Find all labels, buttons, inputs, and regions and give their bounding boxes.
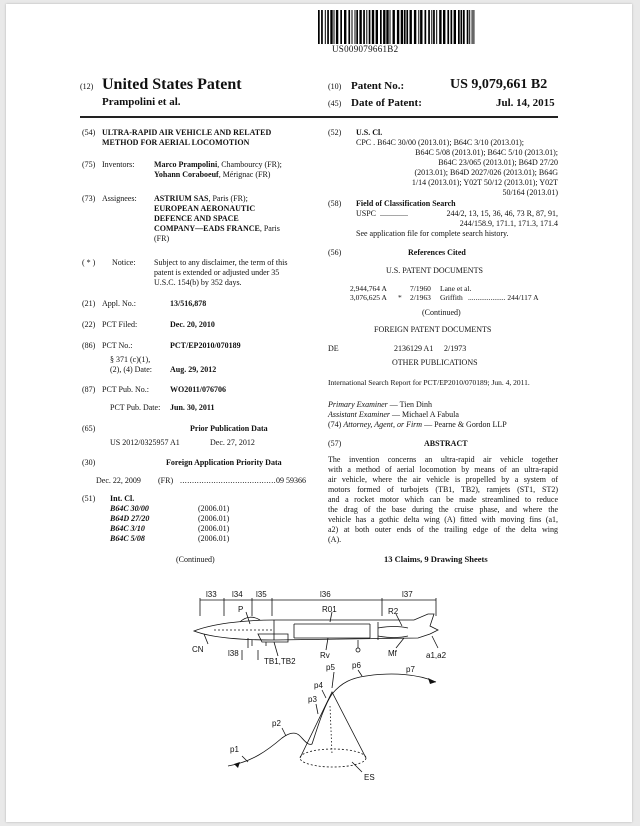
barcode-bar [451, 10, 453, 44]
label-l33: l33 [206, 590, 217, 599]
barcode-bar [473, 10, 474, 44]
field-30-foreign-priority [82, 458, 322, 484]
notice-line-1: Subject to any disclaimer, the term of this [154, 258, 288, 267]
field-label: PCT No.: [102, 341, 133, 350]
field-number: (54) [82, 128, 96, 137]
barcode-bar [401, 10, 403, 44]
field-73-assignees [82, 194, 322, 246]
ref-number: 2,944,764 A [350, 284, 387, 293]
int-cl-version: (2006.01) [198, 514, 230, 523]
barcode-bar [439, 10, 441, 44]
ref-date: 7/1960 [410, 284, 431, 293]
barcode-bar [436, 10, 437, 44]
barcode-bar [418, 10, 419, 44]
field-52-us-cl [328, 128, 560, 200]
field-label: Inventors: [102, 160, 135, 169]
foreign-country: DE [328, 344, 339, 353]
us-cl-line: CPC . B64C 30/00 (2013.01); B64C 3/10 (2013.01); [356, 138, 525, 147]
uspc-line-2: 244/158.9, 171.1, 171.3, 171.4 [459, 219, 558, 228]
barcode-bar [390, 10, 391, 44]
int-cl-version: (2006.01) [198, 534, 230, 543]
us-cl-line: 1/14 (2013.01); Y02T 50/12 (2013.01); Y02T [411, 178, 558, 187]
uspc-label: USPC [356, 209, 377, 218]
code-12: (12) [80, 82, 94, 91]
barcode-bar [363, 10, 365, 44]
field-87-pct-pub [82, 385, 322, 417]
label-r2: R2 [388, 607, 399, 616]
barcode-bar [410, 10, 412, 44]
other-pubs-heading: OTHER PUBLICATIONS [392, 358, 478, 367]
assignee-2-location: , Paris [259, 224, 280, 233]
barcode-bar [469, 10, 470, 44]
barcode-bar [330, 10, 332, 44]
barcode-bar [318, 10, 320, 44]
label-p1: p1 [230, 745, 239, 754]
label-p2: p2 [272, 719, 281, 728]
barcode-bar [344, 10, 346, 44]
label-l34: l34 [232, 590, 243, 599]
barcode-bar [454, 10, 456, 44]
field-75-inventors [82, 160, 322, 182]
label-cn: CN [192, 645, 204, 654]
int-cl-class: B64C 3/10 [110, 524, 145, 533]
barcode-bar [356, 10, 358, 44]
barcode-bar [406, 10, 408, 44]
abstract-line: and a rocket motor which can be made streamlined to reduce [328, 495, 558, 504]
field-number: (52) [328, 128, 342, 137]
label-p7: p7 [406, 665, 415, 674]
barcode-bar [404, 10, 406, 44]
section-heading: References Cited [408, 248, 466, 257]
assignee-2-line-3: COMPANY—EADS FRANCE [154, 224, 260, 233]
notice-line-3: U.S.C. 154(b) by 352 days. [154, 278, 242, 287]
foreign-docs-heading: FOREIGN PATENT DOCUMENTS [374, 325, 492, 334]
barcode-bar [458, 10, 460, 44]
label-r01: R01 [322, 605, 337, 614]
attorney: — Pearne & Gordon LLP [424, 420, 507, 429]
barcode-bar [397, 10, 399, 44]
assignee-2-line-2: DEFENCE AND SPACE [154, 214, 239, 223]
title-line-2: METHOD FOR AERIAL LOCOMOTION [102, 138, 250, 147]
label-l35: l35 [256, 590, 267, 599]
label-rv: Rv [320, 651, 330, 660]
field-58-classification-search [328, 199, 560, 241]
field-number: (74) [328, 420, 342, 429]
abstract-line: motors formed of turbojets (TB1, TB2), ramjets (ST1, ST2) [328, 485, 558, 494]
inventor-2-location: , Mérignac (FR) [218, 170, 271, 179]
foreign-date: 2/1973 [444, 344, 467, 353]
label-p3: p3 [308, 695, 317, 704]
examiners [328, 400, 560, 436]
document-type: United States Patent [102, 76, 242, 93]
int-cl-class: B64D 27/20 [110, 514, 150, 523]
label-l36: l36 [320, 590, 331, 599]
uspc-line-1: 244/2, 13, 15, 36, 46, 73 R, 87, 91, [446, 209, 558, 218]
refs-continued: (Continued) [422, 308, 461, 317]
code-10: (10) [328, 82, 342, 91]
label-p: P [238, 605, 244, 614]
pct-no-value: PCT/EP2010/070189 [170, 341, 241, 350]
abstract-line: vehicle has a gothic delta wing (A) fitted with moving fins (a1, [328, 515, 558, 524]
patent-number: US 9,079,661 B2 [450, 77, 548, 92]
barcode-bar [414, 10, 416, 44]
barcode-bar [376, 10, 378, 44]
header-rule [80, 116, 558, 118]
barcode-bar [463, 10, 465, 44]
barcode-bar [359, 10, 361, 44]
barcode-bar [431, 10, 432, 44]
us-patent-docs-heading: U.S. PATENT DOCUMENTS [386, 266, 483, 275]
abstract-line: air vehicle, where the air vehicle is propelled by a system of [328, 475, 558, 484]
barcode-bar [447, 10, 449, 44]
date-label: Date of Patent: [351, 97, 422, 109]
field-number: (58) [328, 199, 342, 208]
us-cl-line: (2013.01); B64D 2027/026 (2013.01); B64G [414, 168, 558, 177]
barcode-bar [393, 10, 395, 44]
pct-pub-date-value: Jun. 30, 2011 [170, 403, 215, 412]
inventor-1-name: Marco Prampolini [154, 160, 218, 169]
section-heading: Foreign Application Priority Data [166, 458, 282, 467]
barcode-bar [336, 10, 338, 44]
pct-filed-value: Dec. 20, 2010 [170, 320, 215, 329]
int-cl-version: (2006.01) [198, 524, 230, 533]
search-history-note: See application file for complete search history. [356, 229, 509, 238]
section-371-line-2: (2), (4) Date: [110, 365, 152, 374]
notice-line-2: patent is extended or adjusted under 35 [154, 268, 280, 277]
abstract-line: the drag of the base during the cruise phase, and where the [328, 505, 558, 514]
barcode-bar [425, 10, 427, 44]
barcode-bar [428, 10, 430, 44]
abstract-line: a2) at both outer ends of the trailing edge of the delta wing [328, 525, 558, 534]
ref-name: Lane et al. [440, 284, 472, 293]
assistant-examiner: — Michael A Fabula [392, 410, 459, 419]
section-heading: ABSTRACT [424, 439, 468, 448]
barcode-bar [340, 10, 342, 44]
section-heading: Int. Cl. [110, 494, 135, 503]
ref-class: .................... 244/117 A [468, 293, 539, 302]
label-tb: TB1,TB2 [264, 657, 296, 666]
label-p5: p5 [326, 663, 335, 672]
barcode-bar [352, 10, 353, 44]
field-label: PCT Pub. No.: [102, 385, 149, 394]
primary-examiner-label: Primary Examiner [328, 400, 388, 409]
field-number: (56) [328, 248, 342, 257]
barcode-bar [348, 10, 350, 44]
label-p4: p4 [314, 681, 323, 690]
barcode-bar [420, 10, 422, 44]
field-number: (30) [82, 458, 96, 467]
barcode-bar [461, 10, 463, 44]
appl-no-value: 13/516,878 [170, 299, 207, 308]
field-65-prior-publication [82, 424, 322, 450]
section-heading: U.S. Cl. [356, 128, 383, 137]
patent-no-label: Patent No.: [351, 80, 405, 92]
barcode-bar [467, 10, 469, 44]
field-label: Appl. No.: [102, 299, 136, 308]
barcode-bar [383, 10, 385, 44]
attorney-label: Attorney, Agent, or Firm [343, 420, 423, 429]
label-l37: l37 [402, 590, 413, 599]
int-cl-class: B64C 5/08 [110, 534, 145, 543]
barcode-bar [380, 10, 382, 44]
int-cl-class: B64C 30/00 [110, 504, 149, 513]
field-86-pct-no [82, 341, 322, 375]
field-number: (65) [82, 424, 96, 433]
field-number: (86) [82, 341, 96, 350]
prior-pub-number: US 2012/0325957 A1 [110, 438, 180, 447]
barcode-bar [369, 10, 371, 44]
primary-examiner: — Tien Dinh [389, 400, 432, 409]
barcode [318, 10, 476, 44]
barcode-bar [355, 10, 356, 44]
pct-pub-date-label: PCT Pub. Date: [110, 403, 161, 412]
abstract-line: with a method of aerial locomotion by means of an ultra-rapid [328, 465, 558, 474]
field-number: (75) [82, 160, 96, 169]
barcode-bar [327, 10, 329, 44]
field-number: ( * ) [82, 258, 96, 267]
label-p6: p6 [352, 661, 361, 670]
code-45: (45) [328, 99, 342, 108]
field-21-appl-no [82, 299, 322, 311]
assistant-examiner-label: Assistant Examiner [328, 410, 390, 419]
ref-name: Griffith [440, 293, 463, 302]
ref-date: 2/1963 [410, 293, 431, 302]
assignee-2-line-1: EUROPEAN AERONAUTIC [154, 204, 256, 213]
field-number: (22) [82, 320, 96, 329]
field-number: (87) [82, 385, 96, 394]
assignee-1-name: ASTRIUM SAS [154, 194, 209, 203]
title-line-1: ULTRA-RAPID AIR VEHICLE AND RELATED [102, 128, 272, 137]
other-publication: International Search Report for PCT/EP2010/070189; Jun. 4, 2011. [328, 378, 530, 387]
left-continued: (Continued) [176, 555, 215, 564]
barcode-bar [321, 10, 323, 44]
field-number: (21) [82, 299, 96, 308]
priority-number: 09 59366 [276, 476, 306, 485]
us-cl-line: 50/164 (2013.01) [502, 188, 558, 197]
label-es: ES [364, 773, 375, 782]
inventor-2-name: Yohann Coraboeuf [154, 170, 219, 179]
foreign-number: 2136129 A1 [394, 344, 434, 353]
field-57-abstract [328, 439, 560, 549]
claims-summary: 13 Claims, 9 Drawing Sheets [384, 554, 488, 564]
field-label: Notice: [112, 258, 136, 267]
assignee-1-location: , Paris (FR); [208, 194, 248, 203]
ref-number: 3,076,625 A [350, 293, 387, 302]
abstract-line: (A). [328, 535, 342, 544]
barcode-bar [325, 10, 326, 44]
us-cl-line: B64C 23/065 (2013.01); B64D 27/20 [438, 158, 558, 167]
label-a: a1,a2 [426, 651, 447, 660]
patent-date: Jul. 14, 2015 [496, 97, 555, 109]
section-heading: Prior Publication Data [190, 424, 268, 433]
field-notice [82, 258, 322, 290]
barcode-bar [433, 10, 435, 44]
field-label: PCT Filed: [102, 320, 138, 329]
us-cl-line: B64C 5/08 (2013.01); B64C 5/10 (2013.01); [415, 148, 558, 157]
abstract-line: The invention concerns an ultra-rapid air vehicle together [328, 455, 558, 464]
uspc-leader: .............. [380, 209, 408, 218]
field-22-pct-filed [82, 320, 322, 332]
field-number: (57) [328, 439, 342, 448]
figure-drawing [182, 586, 472, 796]
priority-country: (FR) [158, 476, 174, 485]
inventor-1-location: , Chambourcy (FR); [217, 160, 282, 169]
field-51-int-cl [82, 494, 322, 548]
section-371-line-1: § 371 (c)(1), [110, 355, 151, 364]
patent-page [6, 4, 632, 822]
inventor-short: Prampolini et al. [102, 96, 181, 108]
priority-date: Dec. 22, 2009 [96, 476, 141, 485]
barcode-bar [472, 10, 473, 44]
section-371-date: Aug. 29, 2012 [170, 365, 217, 374]
field-56-references [328, 248, 560, 378]
label-l38: l38 [228, 649, 239, 658]
priority-leader: ........................................ [180, 476, 276, 485]
barcode-bar [372, 10, 374, 44]
pct-pub-no-value: WO2011/076706 [170, 385, 227, 394]
assignee-2-country: (FR) [154, 234, 170, 243]
prior-pub-date: Dec. 27, 2012 [210, 438, 255, 447]
ref-star: * [398, 293, 402, 302]
barcode-bar [366, 10, 367, 44]
int-cl-version: (2006.01) [198, 504, 230, 513]
barcode-bar [386, 10, 388, 44]
barcode-bar [443, 10, 445, 44]
field-label: Assignees: [102, 194, 137, 203]
barcode-bar [334, 10, 335, 44]
barcode-number: US009079661B2 [332, 44, 399, 54]
label-mf: Mf [388, 649, 397, 658]
field-number: (73) [82, 194, 96, 203]
field-number: (51) [82, 494, 96, 503]
field-54-title [82, 128, 322, 158]
section-heading: Field of Classification Search [356, 199, 456, 208]
